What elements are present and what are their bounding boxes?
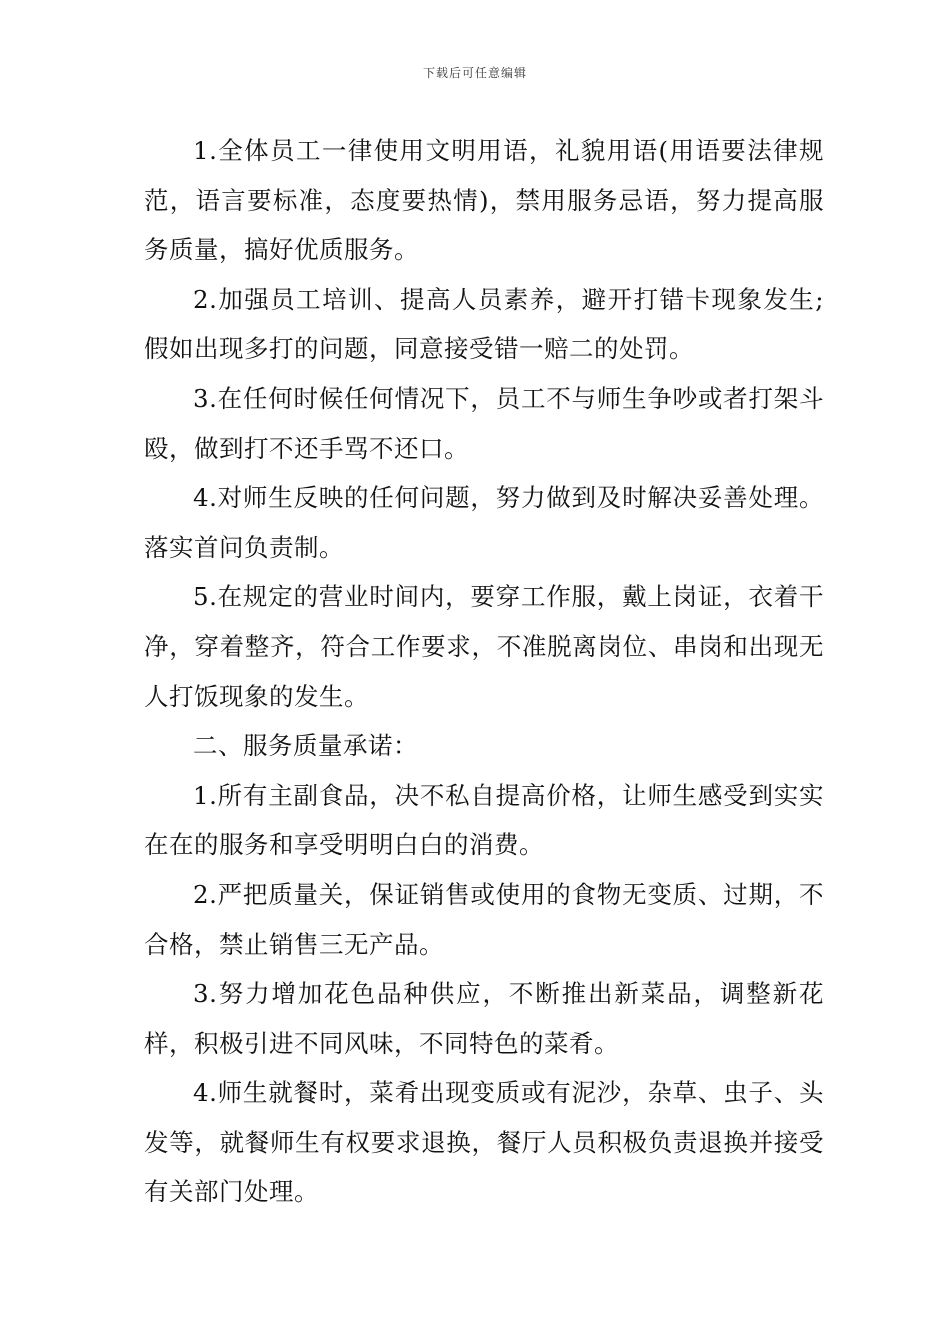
section-heading-service-quality: 二、服务质量承诺： <box>193 731 418 761</box>
paragraph-5: 5.在规定的营业时间内，要穿工作服，戴上岗证，衣着干净，穿着整齐，符合工作要求，不准脱离岗位、串岗和出现无人打饭现象的发生。 <box>144 582 824 711</box>
page-header-note: 下载后可任意编辑 <box>422 66 527 80</box>
paragraph-2: 2.加强员工培训、提高人员素养，避开打错卡现象发生;假如出现多打的问题，同意接受错一赔二的处罚。 <box>144 284 824 364</box>
paragraph-9: 4.师生就餐时，菜肴出现变质或有泥沙，杂草、虫子、头发等，就餐师生有权要求退换，餐厅人员积极负责退换并接受有关部门处理。 <box>144 1078 824 1207</box>
paragraph-6: 1.所有主副食品，决不私自提高价格，让师生感受到实实在在的服务和享受明明白白的消费。 <box>144 780 824 860</box>
paragraph-4: 4.对师生反映的任何问题，努力做到及时解决妥善处理。落实首问负责制。 <box>144 483 824 562</box>
paragraph-8: 3.努力增加花色品种供应，不断推出新菜品，调整新花样，积极引进不同风味，不同特色的菜肴。 <box>144 979 824 1058</box>
paragraph-1: 1.全体员工一律使用文明用语，礼貌用语(用语要法律规范，语言要标准，态度要热情)，禁用服务忌语，努力提高服务质量，搞好优质服务。 <box>144 136 824 265</box>
paragraph-7: 2.严把质量关，保证销售或使用的食物无变质、过期，不合格，禁止销售三无产品。 <box>144 879 824 959</box>
paragraph-3: 3.在任何时候任何情况下，员工不与师生争吵或者打架斗殴，做到打不还手骂不还口。 <box>144 383 824 463</box>
document-body <box>144 126 824 1217</box>
